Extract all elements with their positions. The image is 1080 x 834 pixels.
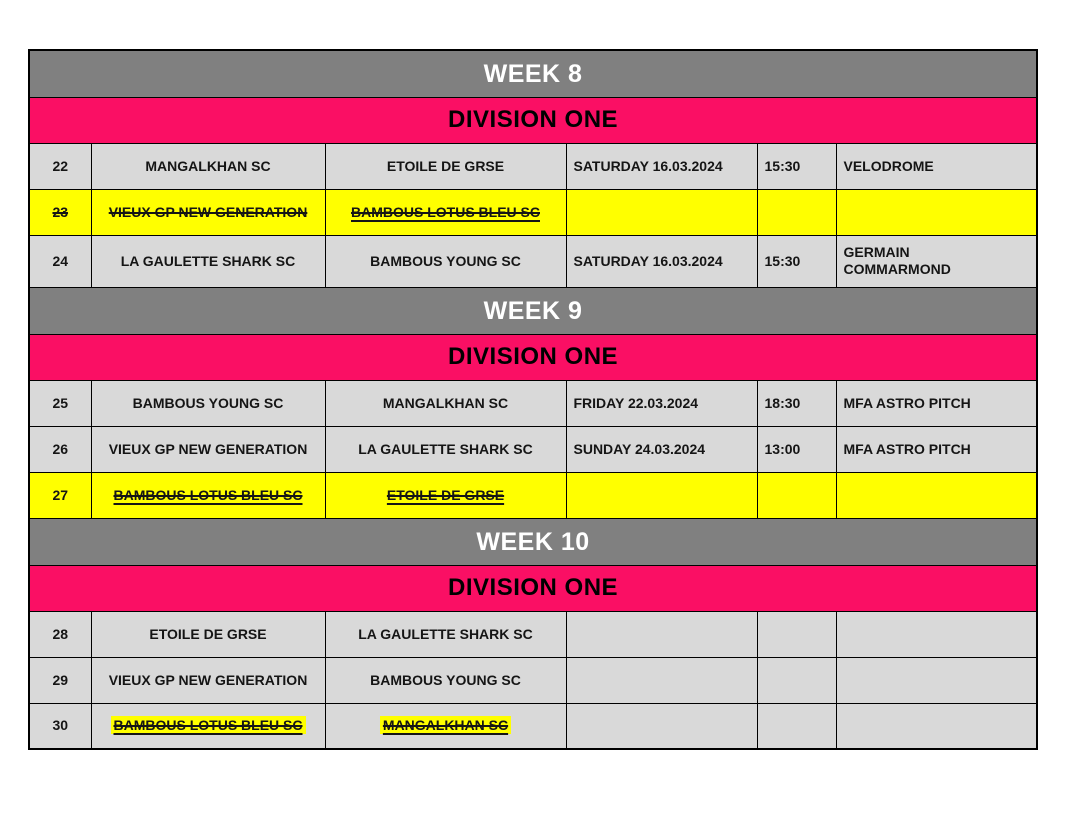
away-team-cell: BAMBOUS YOUNG SC [325, 657, 566, 703]
fixture-row-29 [29, 657, 1037, 703]
fixture-row-24 [29, 235, 1037, 287]
match-number-cell: 26 [29, 426, 91, 472]
match-number-cell: 22 [29, 143, 91, 189]
fixture-row-22 [29, 143, 1037, 189]
match-number-cell [29, 189, 91, 235]
away-team-cell: LA GAULETTE SHARK SC [325, 426, 566, 472]
date-cell [566, 189, 757, 235]
date-cell: SATURDAY 16.03.2024 [566, 143, 757, 189]
date-cell [566, 472, 757, 518]
match-number-cell: 27 [29, 472, 91, 518]
fixtures-table [28, 49, 1038, 750]
home-team-struck-highlighted: BAMBOUS LOTUS BLEU SC [111, 716, 306, 734]
date-cell: SATURDAY 16.03.2024 [566, 235, 757, 287]
match-number-cell: 24 [29, 235, 91, 287]
date-cell [566, 657, 757, 703]
match-number-cell: 28 [29, 611, 91, 657]
time-cell: 13:00 [757, 426, 836, 472]
home-team-cell [91, 472, 325, 518]
home-team-struck: BAMBOUS LOTUS BLEU SC [113, 486, 303, 503]
venue-cell [836, 472, 1037, 518]
match-number-cell: 25 [29, 380, 91, 426]
home-team-cell [91, 703, 325, 749]
venue-cell [836, 703, 1037, 749]
date-cell: SUNDAY 24.03.2024 [566, 426, 757, 472]
time-cell [757, 703, 836, 749]
date-cell: FRIDAY 22.03.2024 [566, 380, 757, 426]
date-cell [566, 703, 757, 749]
time-cell [757, 611, 836, 657]
fixture-row-28 [29, 611, 1037, 657]
division-band-week-9 [29, 334, 1037, 380]
fixture-row-27-cancelled [29, 472, 1037, 518]
home-team-cell [91, 189, 325, 235]
division-band-week-10 [29, 565, 1037, 611]
away-team-cell [325, 189, 566, 235]
venue-cell [836, 189, 1037, 235]
fixtures-sheet [28, 49, 1036, 750]
venue-cell [836, 611, 1037, 657]
away-team-struck-highlighted: MANGALKHAN SC [380, 716, 511, 734]
week-9-label: WEEK 9 [29, 287, 1037, 334]
week-10-band [29, 518, 1037, 565]
fixture-row-26 [29, 426, 1037, 472]
fixture-row-25 [29, 380, 1037, 426]
date-cell [566, 611, 757, 657]
week-10-label: WEEK 10 [29, 518, 1037, 565]
away-team-cell: MANGALKHAN SC [325, 380, 566, 426]
week-8-label: WEEK 8 [29, 50, 1037, 97]
away-team-cell [325, 472, 566, 518]
division-label: DIVISION ONE [29, 334, 1037, 380]
home-team-cell: MANGALKHAN SC [91, 143, 325, 189]
home-team-cell: BAMBOUS YOUNG SC [91, 380, 325, 426]
fixture-row-23-cancelled [29, 189, 1037, 235]
week-9-band [29, 287, 1037, 334]
home-team-struck: VIEUX GP NEW GENERATION [108, 203, 308, 220]
venue-cell [836, 235, 1037, 287]
away-team-cell: LA GAULETTE SHARK SC [325, 611, 566, 657]
time-cell [757, 472, 836, 518]
fixture-row-30 [29, 703, 1037, 749]
division-label: DIVISION ONE [29, 565, 1037, 611]
time-cell: 15:30 [757, 235, 836, 287]
away-team-struck: ETOILE DE GRSE [386, 486, 505, 503]
division-band-week-8 [29, 97, 1037, 143]
week-8-band [29, 50, 1037, 97]
venue-cell [836, 657, 1037, 703]
time-cell [757, 189, 836, 235]
division-label: DIVISION ONE [29, 97, 1037, 143]
venue-cell: VELODROME [836, 143, 1037, 189]
venue-cell: MFA ASTRO PITCH [836, 380, 1037, 426]
home-team-cell: VIEUX GP NEW GENERATION [91, 657, 325, 703]
match-number-struck: 23 [52, 203, 69, 220]
away-team-cell: ETOILE DE GRSE [325, 143, 566, 189]
time-cell: 18:30 [757, 380, 836, 426]
away-team-struck: BAMBOUS LOTUS BLEU SC [351, 203, 540, 220]
time-cell: 15:30 [757, 143, 836, 189]
home-team-cell: LA GAULETTE SHARK SC [91, 235, 325, 287]
match-number-cell: 29 [29, 657, 91, 703]
away-team-cell: BAMBOUS YOUNG SC [325, 235, 566, 287]
home-team-cell: ETOILE DE GRSE [91, 611, 325, 657]
home-team-cell: VIEUX GP NEW GENERATION [91, 426, 325, 472]
venue-cell: MFA ASTRO PITCH [836, 426, 1037, 472]
away-team-cell [325, 703, 566, 749]
venue-two-line: GERMAIN COMMARMOND [843, 243, 951, 277]
match-number-cell: 30 [29, 703, 91, 749]
time-cell [757, 657, 836, 703]
